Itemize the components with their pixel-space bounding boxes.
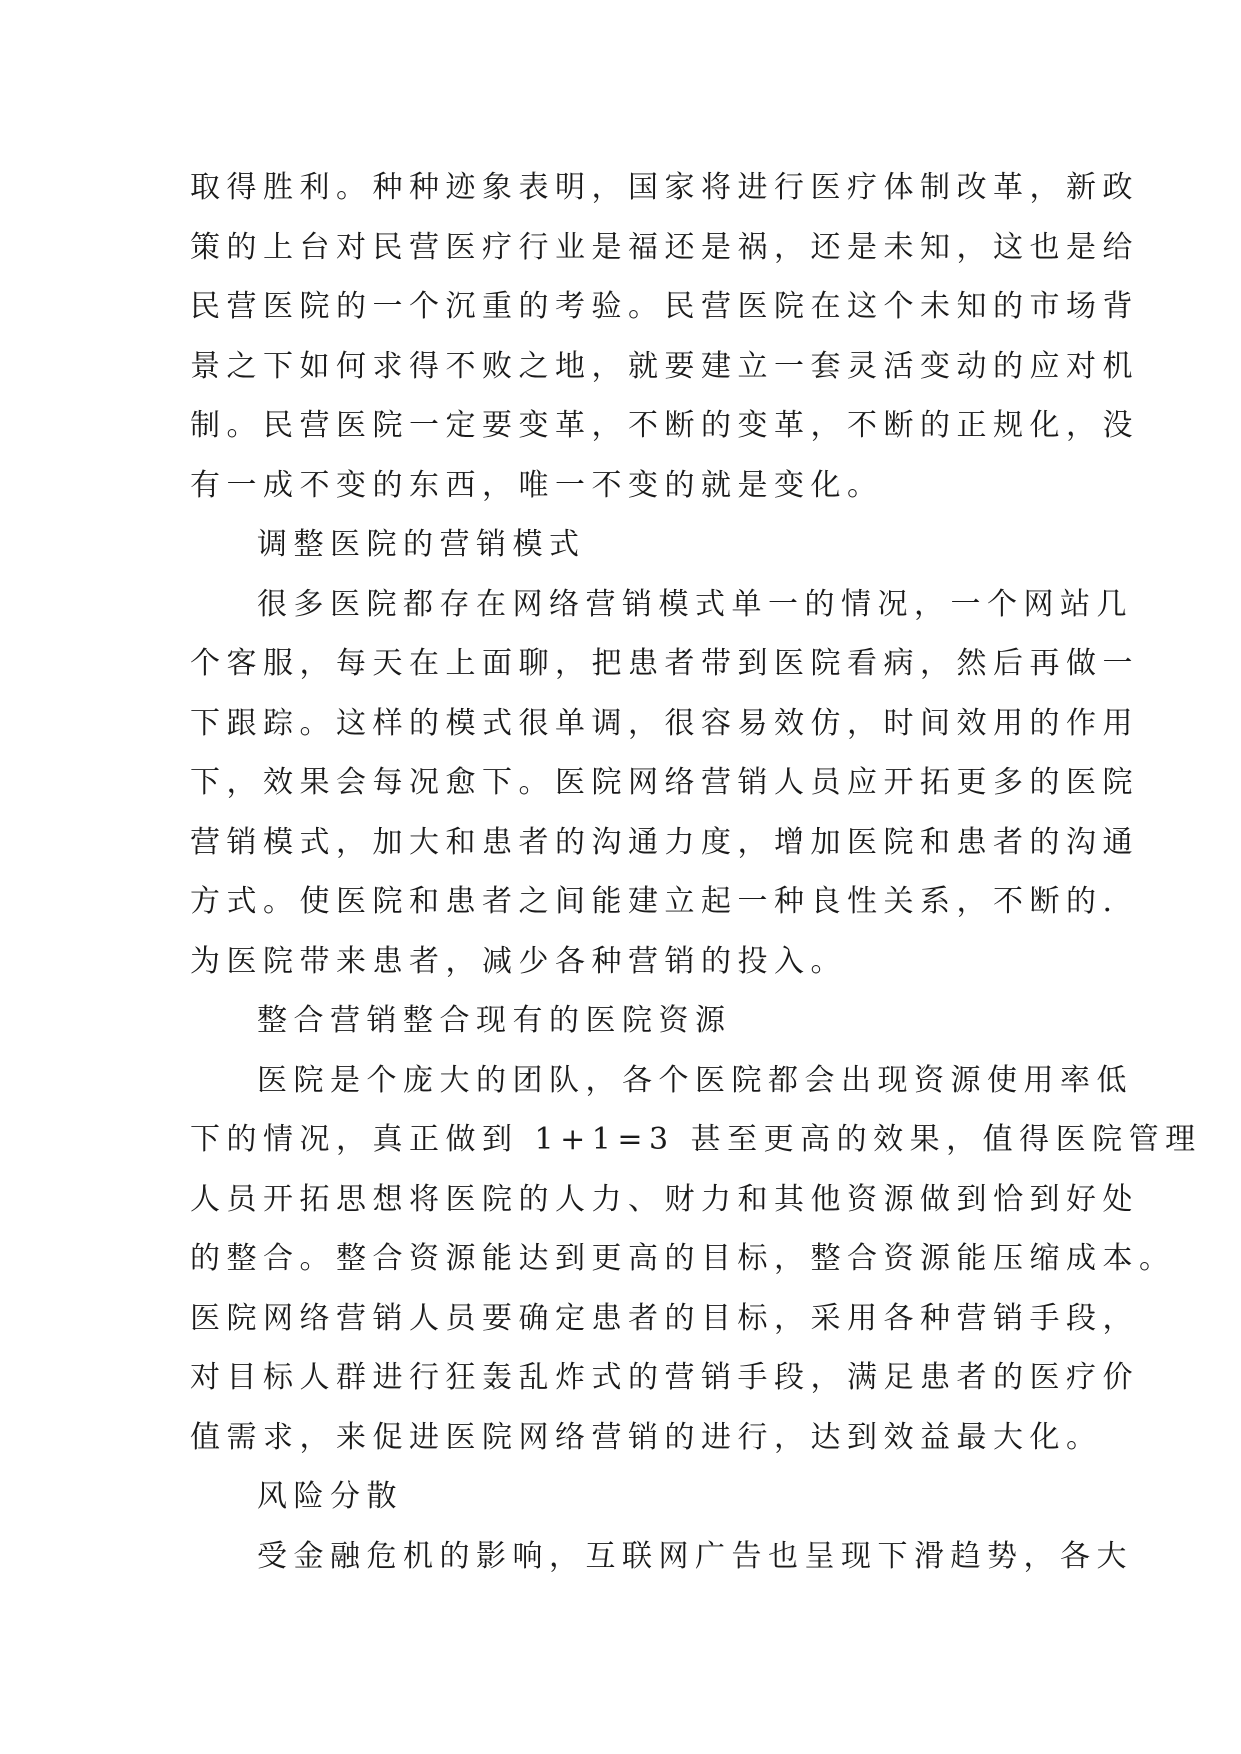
text-line: 值需求，来促进医院网络营销的进行，达到效益最大化。 bbox=[190, 1419, 1103, 1455]
text-line: 民营医院的一个沉重的考验。民营医院在这个未知的市场背 bbox=[190, 289, 1139, 324]
document-page bbox=[190, 158, 1202, 1586]
text-line: 的整合。整合资源能达到更高的目标，整合资源能压缩成本。 bbox=[190, 1241, 1176, 1276]
text-line: 人员开拓思想将医院的人力、财力和其他资源做到恰到好处 bbox=[190, 1181, 1139, 1217]
text-line: 下的情况，真正做到 1+1=3 甚至更高的效果，值得医院管理 bbox=[190, 1122, 1202, 1157]
text-line: 对目标人群进行狂轰乱炸式的营销手段，满足患者的医疗价 bbox=[190, 1360, 1139, 1395]
text-line: 营销模式，加大和患者的沟通力度，增加医院和患者的沟通 bbox=[190, 824, 1139, 860]
text-line: 医院网络营销人员要确定患者的目标，采用各种营销手段， bbox=[190, 1300, 1139, 1336]
text-line: 制。民营医院一定要变革，不断的变革，不断的正规化，没 bbox=[190, 408, 1139, 443]
text-line: 有一成不变的东西，唯一不变的就是变化。 bbox=[190, 467, 884, 503]
text-line: 为医院带来患者，减少各种营销的投入。 bbox=[190, 943, 847, 979]
text-line: 景之下如何求得不败之地，就要建立一套灵活变动的应对机 bbox=[190, 348, 1139, 384]
text-line: 方式。使医院和患者之间能建立起一种良性关系，不断的. bbox=[190, 884, 1119, 919]
text-line: 下跟踪。这样的模式很单调，很容易效仿，时间效用的作用 bbox=[190, 705, 1139, 741]
section-heading: 调整医院的营销模式 bbox=[257, 527, 586, 562]
text-line: 个客服，每天在上面聊，把患者带到医院看病，然后再做一 bbox=[190, 646, 1139, 681]
text-line: 取得胜利。种种迹象表明，国家将进行医疗体制改革，新政 bbox=[190, 170, 1139, 205]
text-line: 受金融危机的影响，互联网广告也呈现下滑趋势，各大 bbox=[257, 1538, 1133, 1574]
section-heading: 风险分散 bbox=[257, 1479, 403, 1514]
text-line: 策的上台对民营医疗行业是福还是祸，还是未知，这也是给 bbox=[190, 229, 1139, 265]
text-line: 下，效果会每况愈下。医院网络营销人员应开拓更多的医院 bbox=[190, 765, 1139, 800]
text-line: 医院是个庞大的团队，各个医院都会出现资源使用率低 bbox=[257, 1062, 1133, 1098]
text-line: 很多医院都存在网络营销模式单一的情况，一个网站几 bbox=[257, 586, 1133, 622]
section-heading: 整合营销整合现有的医院资源 bbox=[257, 1003, 732, 1038]
